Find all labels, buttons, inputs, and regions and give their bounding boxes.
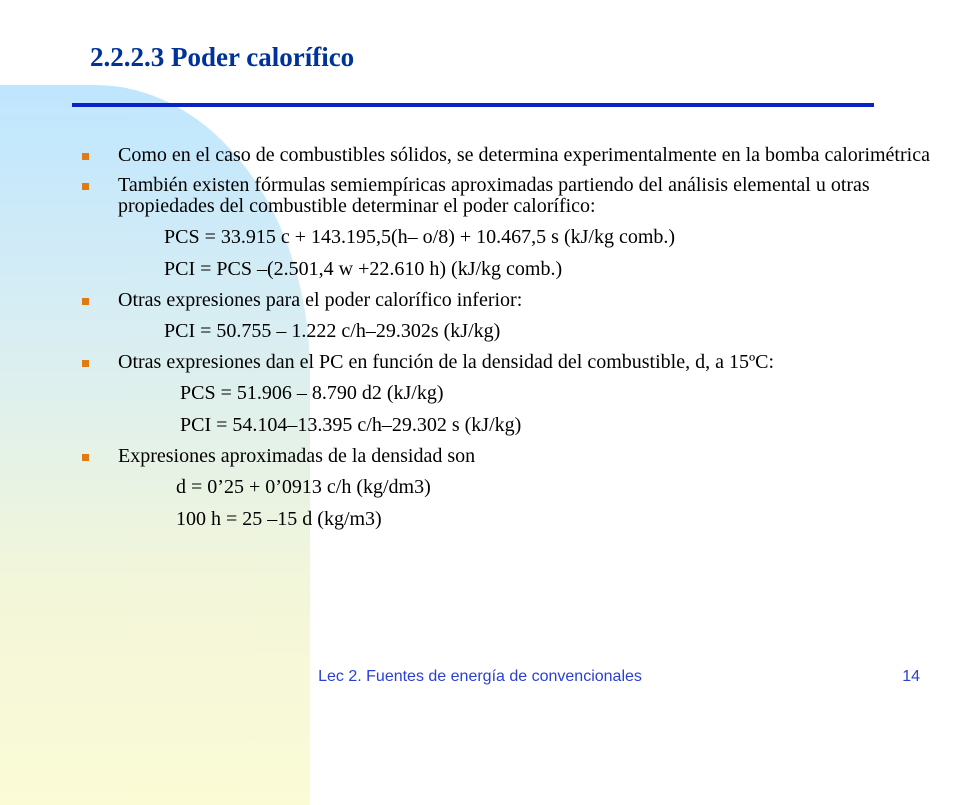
bullet-text: Como en el caso de combustibles sólidos, se determina experimentalmente en la bomba calorimétrica bbox=[118, 144, 930, 166]
formula-line: PCI = PCS –(2.501,4 w +22.610 h) (kJ/kg comb.) bbox=[164, 258, 563, 280]
bullet-square-icon bbox=[82, 298, 89, 305]
bullet-item bbox=[80, 352, 940, 373]
bullet-square-icon bbox=[82, 153, 89, 160]
formula-line: PCI = 50.755 – 1.222 c/h–29.302s (kJ/kg) bbox=[164, 320, 501, 342]
bullet-text: Otras expresiones dan el PC en función de la densidad del combustible, d, a 15ºC: bbox=[118, 351, 775, 373]
bullet-item bbox=[80, 290, 940, 311]
formula-line: d = 0’25 + 0’0913 c/h (kg/dm3) bbox=[176, 476, 431, 498]
bullet-item bbox=[80, 145, 940, 166]
bullet-item bbox=[80, 175, 940, 217]
slide-footer: Lec 2. Fuentes de energía de convencionales bbox=[318, 668, 642, 685]
formula-line: 100 h = 25 –15 d (kg/m3) bbox=[176, 508, 382, 530]
bullet-square-icon bbox=[82, 183, 89, 190]
formula-line: PCI = 54.104–13.395 c/h–29.302 s (kJ/kg) bbox=[180, 414, 522, 436]
slide-content bbox=[80, 145, 940, 540]
bullet-square-icon bbox=[82, 360, 89, 367]
bullet-text: Expresiones aproximadas de la densidad son bbox=[118, 445, 476, 467]
slide-title: 2.2.2.3 Poder calorífico bbox=[90, 42, 355, 72]
formula-line: PCS = 51.906 – 8.790 d2 (kJ/kg) bbox=[180, 382, 444, 404]
bullet-item bbox=[80, 446, 940, 467]
bullet-square-icon bbox=[82, 454, 89, 461]
title-underline bbox=[72, 103, 874, 107]
page-number: 14 bbox=[902, 668, 920, 685]
bullet-text: Otras expresiones para el poder calorífico inferior: bbox=[118, 289, 523, 311]
bullet-text: También existen fórmulas semiempíricas aproximadas partiendo del análisis elemental u otras propiedades del combustible determinar el poder calorífico: bbox=[118, 174, 870, 217]
formula-line: PCS = 33.915 c + 143.195,5(h– o/8) + 10.467,5 s (kJ/kg comb.) bbox=[164, 226, 676, 248]
